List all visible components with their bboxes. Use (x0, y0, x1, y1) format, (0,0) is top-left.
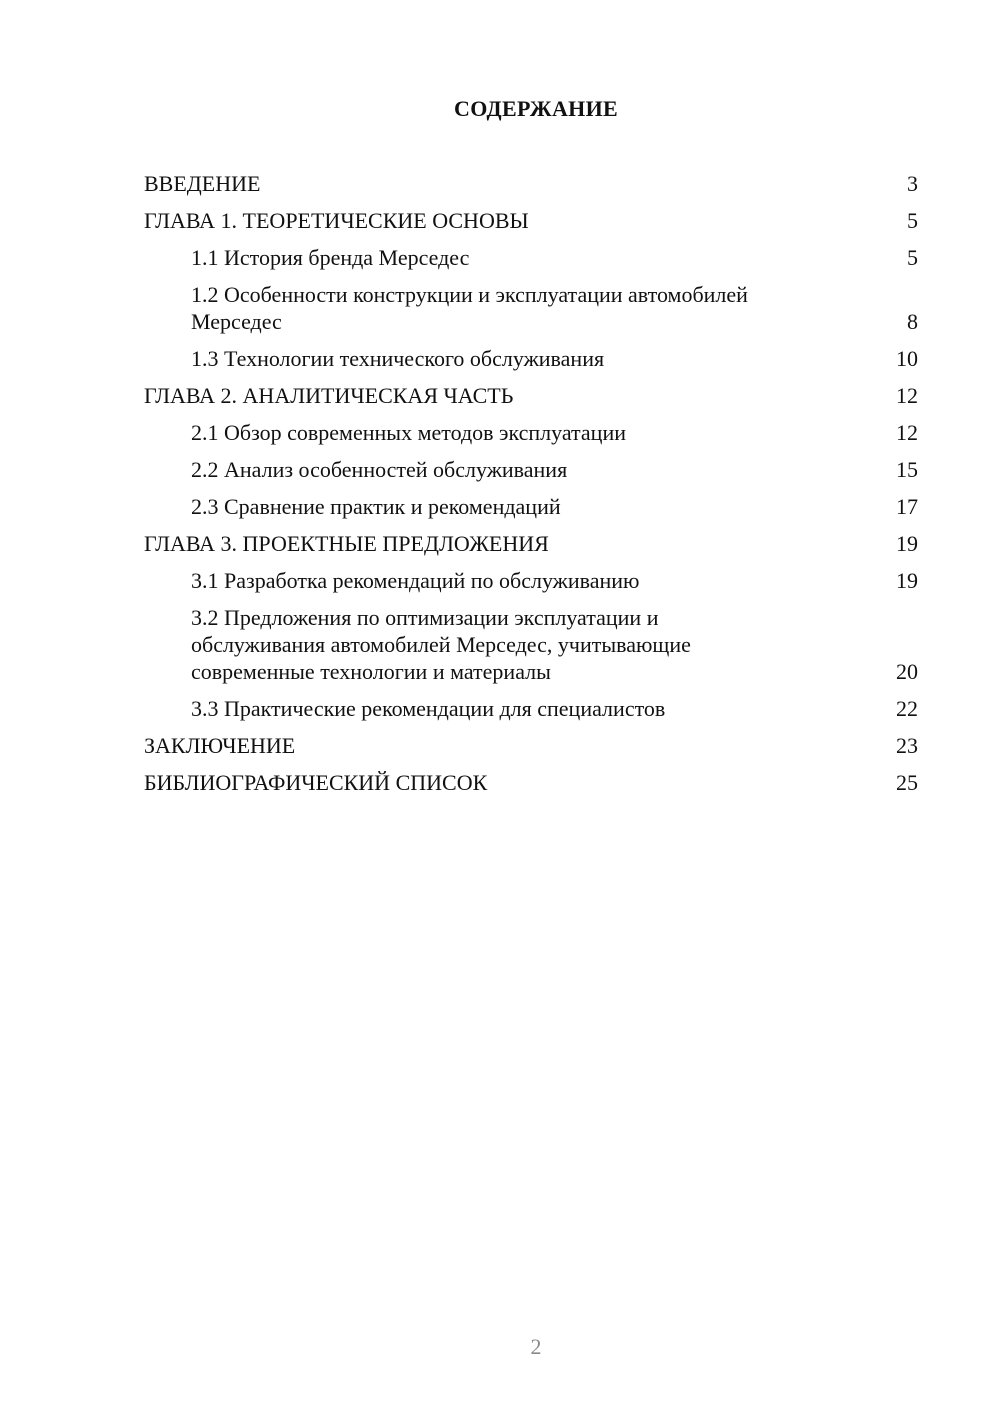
toc-entry-page: 23 (896, 733, 918, 758)
toc-entry-title: 1.1 История бренда Мерседес (191, 245, 470, 270)
toc-entry-page: 19 (896, 531, 918, 556)
toc-entry-page: 10 (896, 346, 918, 371)
toc-subentry (144, 493, 918, 520)
toc-entry-page: 25 (896, 770, 918, 795)
toc-subentry (144, 419, 918, 446)
toc-entry-title: 2.1 Обзор современных методов эксплуатации (191, 420, 627, 445)
toc-entry-page: 20 (896, 659, 918, 684)
toc-entry-title: БИБЛИОГРАФИЧЕСКИЙ СПИСОК (144, 770, 488, 795)
toc-entry-title: ГЛАВА 2. АНАЛИТИЧЕСКАЯ ЧАСТЬ (144, 383, 514, 408)
toc-subentry (144, 604, 918, 685)
toc-entry (144, 530, 918, 557)
toc-entry-title: 1.3 Технологии технического обслуживания (191, 346, 605, 371)
toc-entry-page: 15 (896, 457, 918, 482)
toc-entry-page: 19 (896, 568, 918, 593)
toc-entry-title: 3.3 Практические рекомендации для специалистов (191, 696, 666, 721)
toc-entry-page: 12 (896, 420, 918, 445)
page-number: 2 (530, 1334, 542, 1359)
page-title: СОДЕРЖАНИЕ (454, 96, 618, 121)
toc-entry-title: 2.2 Анализ особенностей обслуживания (191, 457, 568, 482)
toc-entry-title: ЗАКЛЮЧЕНИЕ (144, 733, 296, 758)
toc-subentry (144, 244, 918, 271)
toc-entry (144, 732, 918, 759)
toc-subentry (144, 281, 918, 335)
toc-subentry (144, 695, 918, 722)
toc-entry-title: 2.3 Сравнение практик и рекомендаций (191, 494, 561, 519)
toc-subentry (144, 456, 918, 483)
toc-entry-title: ВВЕДЕНИЕ (144, 171, 261, 196)
toc-subentry (144, 567, 918, 594)
toc-entry (144, 769, 918, 796)
toc-entry (144, 382, 918, 409)
toc-entry-page: 8 (907, 309, 918, 334)
toc-entry-page: 12 (896, 383, 918, 408)
toc-entry (144, 170, 918, 197)
toc-entry-title: ГЛАВА 3. ПРОЕКТНЫЕ ПРЕДЛОЖЕНИЯ (144, 531, 549, 556)
toc-subentry (144, 345, 918, 372)
toc-entry-title: ГЛАВА 1. ТЕОРЕТИЧЕСКИЕ ОСНОВЫ (144, 208, 529, 233)
toc-entry-page: 17 (896, 494, 918, 519)
toc-entry-page: 3 (907, 171, 918, 196)
toc-entry-title: 3.2 Предложения по оптимизации эксплуатации и обслуживания автомобилей Мерседес, учитывающие современные технологии и материалы (191, 605, 691, 684)
toc-entry-page: 5 (907, 245, 918, 270)
toc-entry (144, 207, 918, 234)
toc-entry-title: 1.2 Особенности конструкции и эксплуатации автомобилей Мерседес (191, 282, 748, 334)
toc-entry-page: 22 (896, 696, 918, 721)
table-of-contents (144, 170, 918, 806)
toc-entry-title: 3.1 Разработка рекомендаций по обслуживанию (191, 568, 640, 593)
toc-entry-page: 5 (907, 208, 918, 233)
